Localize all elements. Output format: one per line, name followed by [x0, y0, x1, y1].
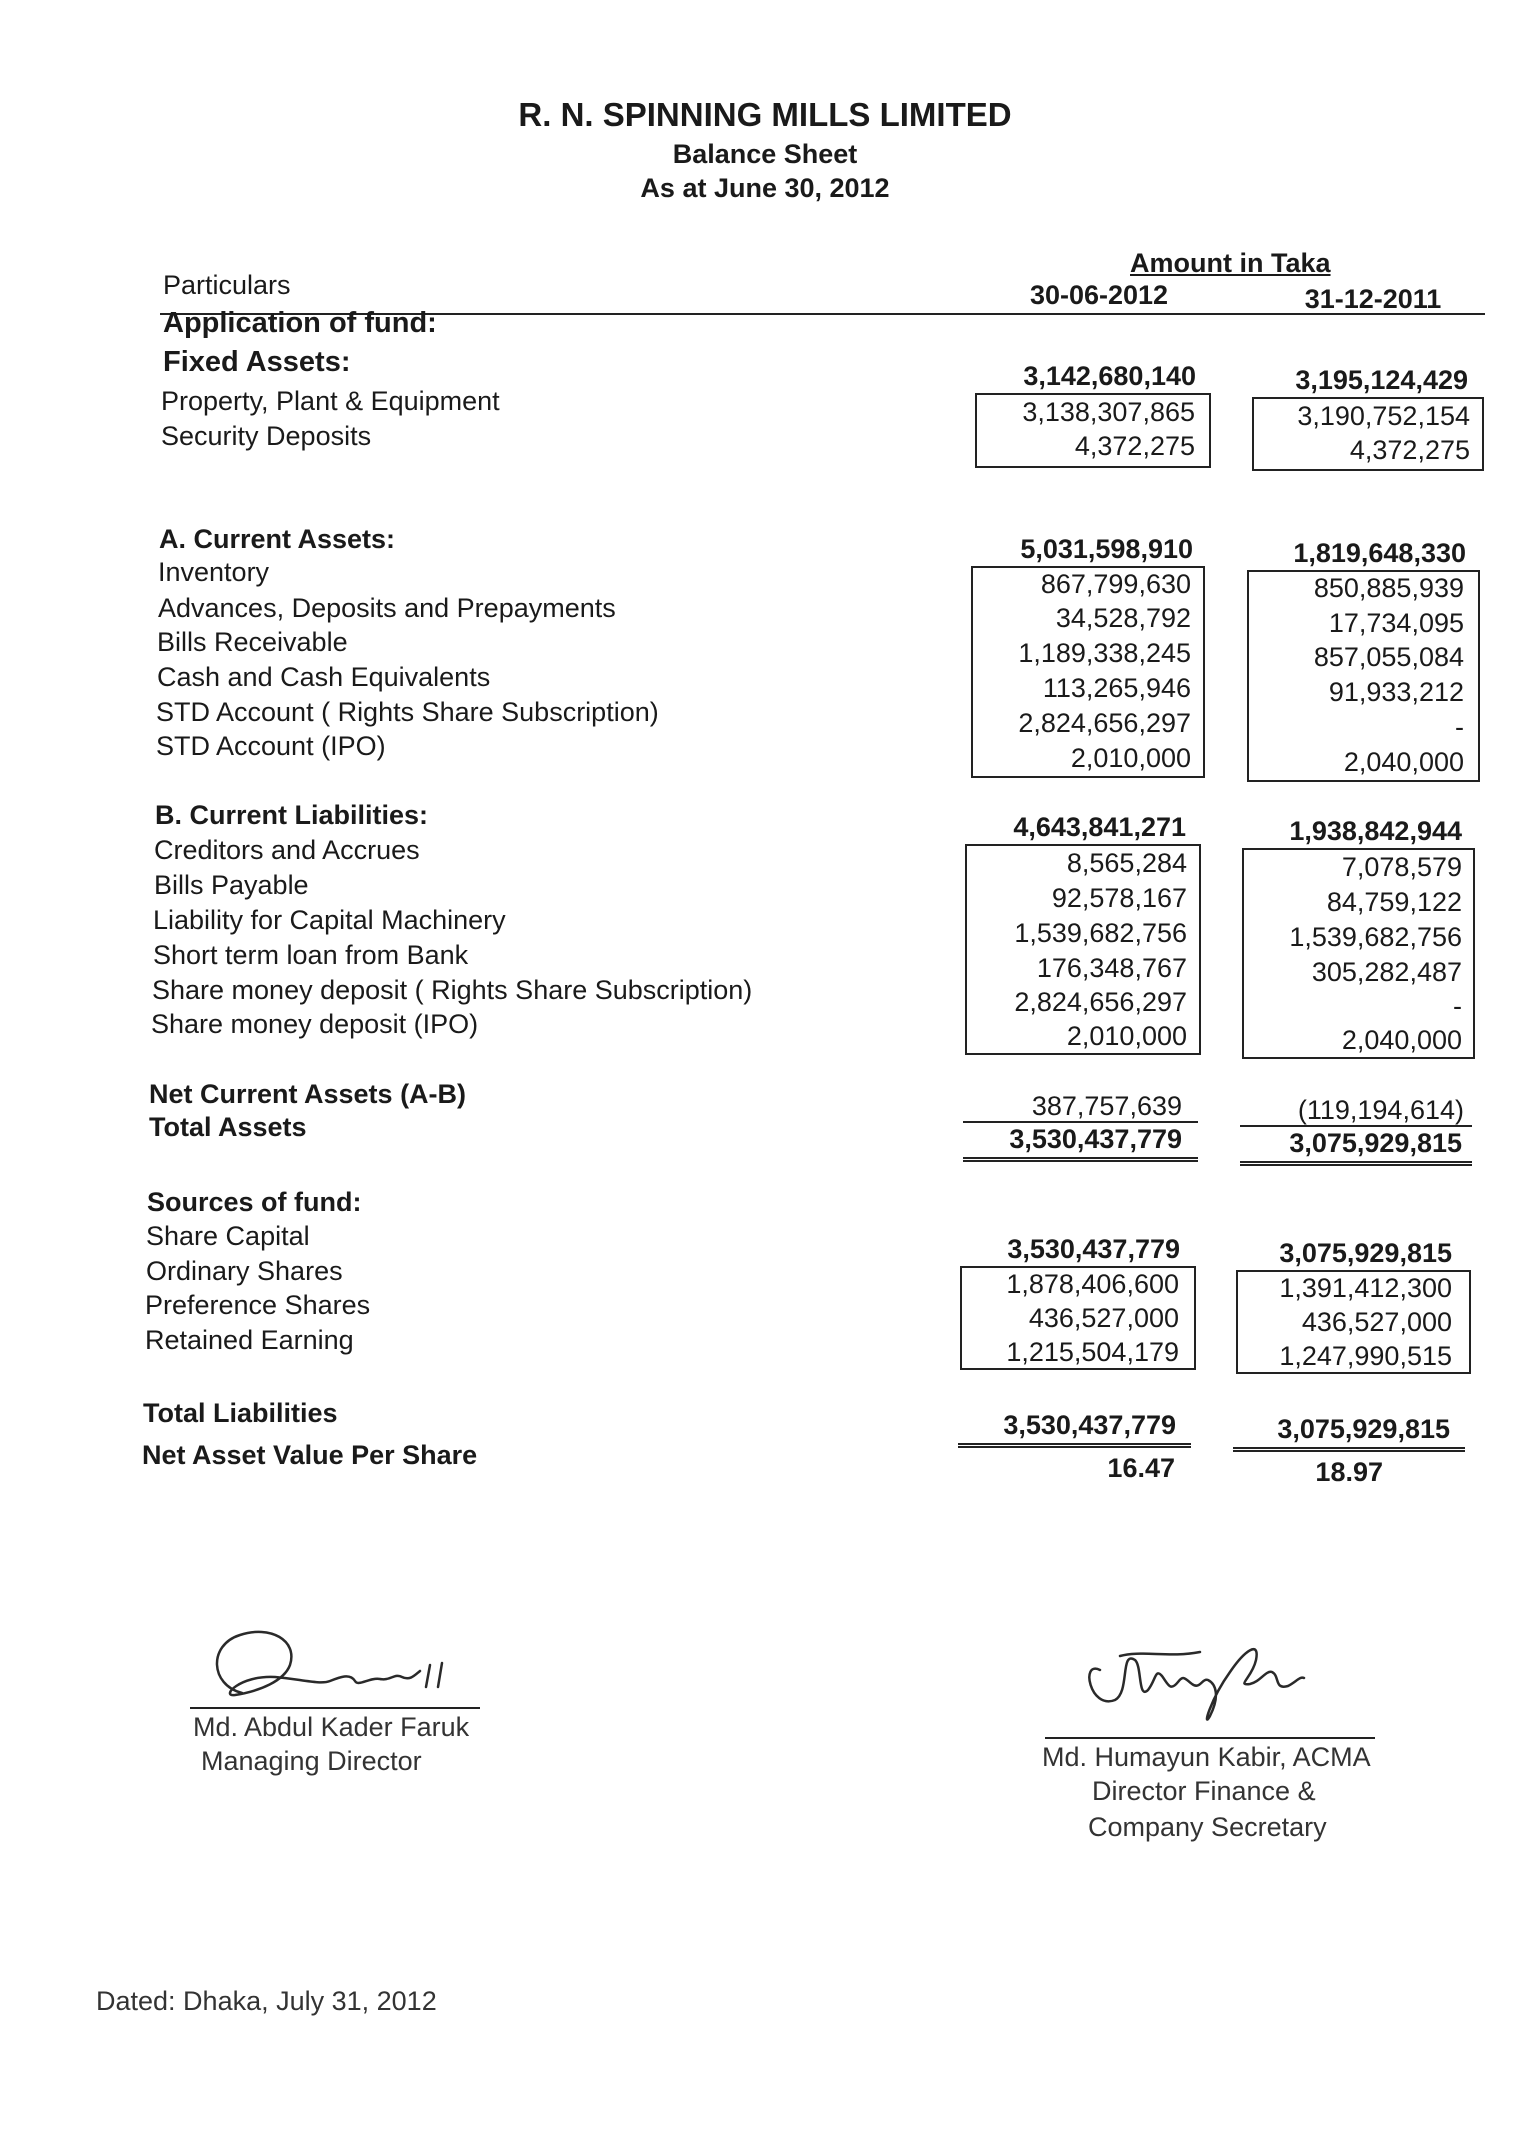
current-assets-2011: 1,819,648,330 — [1293, 538, 1466, 568]
source-item-label: Retained Earning — [145, 1325, 354, 1355]
current-liability-label: Share money deposit (IPO) — [151, 1009, 479, 1039]
signatory-left-name: Md. Abdul Kader Faruk — [193, 1712, 470, 1742]
current-liability-label: Liability for Capital Machinery — [153, 905, 506, 935]
signature-left — [180, 1615, 490, 1715]
statement-date: As at June 30, 2012 — [640, 173, 890, 203]
current-assets-label: A. Current Assets: — [159, 524, 396, 554]
fixed-item-label: Property, Plant & Equipment — [161, 386, 500, 416]
current-asset-2012: 867,799,630 — [1040, 569, 1191, 599]
fixed-item-label: Security Deposits — [161, 421, 372, 451]
current-liability-2012: 2,824,656,297 — [1014, 987, 1187, 1017]
share-capital-2012: 3,530,437,779 — [1007, 1234, 1180, 1264]
total-double-rule — [958, 1443, 1191, 1448]
column-date-2011: 31-12-2011 — [1304, 284, 1442, 314]
source-item-2011: 1,247,990,515 — [1279, 1341, 1452, 1371]
current-asset-2011: 850,885,939 — [1313, 573, 1464, 603]
sources-heading: Sources of fund: — [147, 1187, 362, 1217]
current-asset-label: Bills Receivable — [157, 627, 348, 657]
current-asset-label: STD Account (IPO) — [156, 731, 386, 761]
amount-heading: Amount in Taka — [1130, 248, 1331, 278]
current-asset-label: Cash and Cash Equivalents — [157, 662, 491, 692]
current-liability-2012: 92,578,167 — [1051, 883, 1187, 913]
total-double-rule — [1240, 1161, 1472, 1166]
current-liability-2012: 8,565,284 — [1066, 848, 1187, 878]
fixed-assets-2011: 3,195,124,429 — [1295, 365, 1468, 395]
company-name: R. N. SPINNING MILLS LIMITED — [518, 96, 1012, 133]
particulars-heading: Particulars — [163, 270, 291, 300]
subtotal-rule — [1240, 1125, 1472, 1127]
source-item-2011: 1,391,412,300 — [1279, 1273, 1452, 1303]
current-liability-2011: 7,078,579 — [1341, 852, 1462, 882]
current-liability-label: Bills Payable — [154, 870, 309, 900]
source-item-2012: 436,527,000 — [1028, 1303, 1179, 1333]
application-heading: Application of fund: — [163, 307, 437, 339]
current-asset-2012: 2,824,656,297 — [1018, 708, 1191, 738]
current-asset-2011: 857,055,084 — [1313, 642, 1464, 672]
share-capital-label: Share Capital — [146, 1221, 310, 1251]
signatory-right-name: Md. Humayun Kabir, ACMA — [1042, 1742, 1371, 1772]
current-asset-label: Inventory — [158, 557, 270, 587]
source-item-label: Ordinary Shares — [146, 1256, 343, 1286]
current-asset-label: Advances, Deposits and Prepayments — [158, 593, 616, 623]
fixed-item-2012: 3,138,307,865 — [1022, 397, 1195, 427]
current-liability-2011: 305,282,487 — [1311, 957, 1462, 987]
current-liability-2012: 2,010,000 — [1066, 1021, 1187, 1051]
fixed-item-2012: 4,372,275 — [1074, 431, 1195, 461]
current-asset-label: STD Account ( Rights Share Subscription) — [156, 697, 659, 727]
share-capital-2011: 3,075,929,815 — [1279, 1238, 1452, 1268]
current-liability-2011: 1,539,682,756 — [1289, 922, 1462, 952]
current-liability-label: Creditors and Accrues — [154, 835, 420, 865]
current-liability-2012: 1,539,682,756 — [1014, 918, 1187, 948]
current-liability-2011: 84,759,122 — [1326, 887, 1462, 917]
total-double-rule — [963, 1157, 1198, 1162]
fixed-item-2011: 3,190,752,154 — [1297, 401, 1470, 431]
subtotal-rule — [963, 1121, 1198, 1123]
current-asset-2012: 1,189,338,245 — [1018, 638, 1191, 668]
fixed-assets-2012: 3,142,680,140 — [1023, 361, 1196, 391]
net-current-assets-label: Net Current Assets (A-B) — [149, 1079, 467, 1109]
current-liability-2011: 2,040,000 — [1341, 1025, 1462, 1055]
total-assets-2012: 3,530,437,779 — [1009, 1124, 1182, 1154]
current-assets-2012: 5,031,598,910 — [1020, 534, 1193, 564]
nav-per-share-2011: 18.97 — [1315, 1457, 1383, 1487]
current-liability-2012: 176,348,767 — [1036, 953, 1187, 983]
signature-line-left — [190, 1707, 480, 1709]
statement-title: Balance Sheet — [672, 139, 858, 169]
total-double-rule — [1233, 1447, 1465, 1452]
current-asset-2011: 91,933,212 — [1328, 677, 1464, 707]
current-asset-2011: 17,734,095 — [1328, 608, 1464, 638]
current-liability-label: Short term loan from Bank — [153, 940, 469, 970]
total-liabilities-2011: 3,075,929,815 — [1277, 1414, 1450, 1444]
source-item-2012: 1,878,406,600 — [1006, 1269, 1179, 1299]
signature-right — [1060, 1620, 1360, 1740]
current-asset-2011: - — [1455, 712, 1464, 742]
nav-per-share-label: Net Asset Value Per Share — [142, 1440, 478, 1470]
current-liability-2011: - — [1453, 991, 1462, 1021]
source-item-label: Preference Shares — [145, 1290, 371, 1320]
total-liabilities-2012: 3,530,437,779 — [1003, 1410, 1176, 1440]
current-liability-label: Share money deposit ( Rights Share Subscription) — [152, 975, 753, 1005]
signatory-right-title: Director Finance & — [1092, 1776, 1316, 1806]
signatory-right-title: Company Secretary — [1088, 1812, 1327, 1842]
total-liabilities-label: Total Liabilities — [143, 1398, 338, 1428]
nav-per-share-2012: 16.47 — [1107, 1453, 1175, 1483]
dated-line: Dated: Dhaka, July 31, 2012 — [96, 1986, 437, 2016]
signatory-left-title: Managing Director — [201, 1746, 422, 1776]
fixed-item-2011: 4,372,275 — [1349, 435, 1470, 465]
current-asset-2012: 113,265,946 — [1042, 673, 1191, 703]
current-asset-2012: 2,010,000 — [1070, 743, 1191, 773]
total-assets-2011: 3,075,929,815 — [1289, 1128, 1462, 1158]
fixed-assets-label: Fixed Assets: — [163, 346, 351, 378]
current-asset-2012: 34,528,792 — [1055, 603, 1191, 633]
current-liabilities-label: B. Current Liabilities: — [155, 800, 429, 830]
net-current-assets-2011: (119,194,614) — [1297, 1095, 1464, 1125]
column-date-2012: 30-06-2012 — [1029, 280, 1169, 310]
source-item-2011: 436,527,000 — [1301, 1307, 1452, 1337]
current-liabilities-2012: 4,643,841,271 — [1013, 812, 1186, 842]
source-item-2012: 1,215,504,179 — [1006, 1337, 1179, 1367]
total-assets-label: Total Assets — [149, 1112, 307, 1142]
net-current-assets-2012: 387,757,639 — [1031, 1091, 1182, 1121]
signature-line-right — [1045, 1737, 1375, 1739]
current-liabilities-2011: 1,938,842,944 — [1289, 816, 1462, 846]
current-asset-2011: 2,040,000 — [1343, 747, 1464, 777]
